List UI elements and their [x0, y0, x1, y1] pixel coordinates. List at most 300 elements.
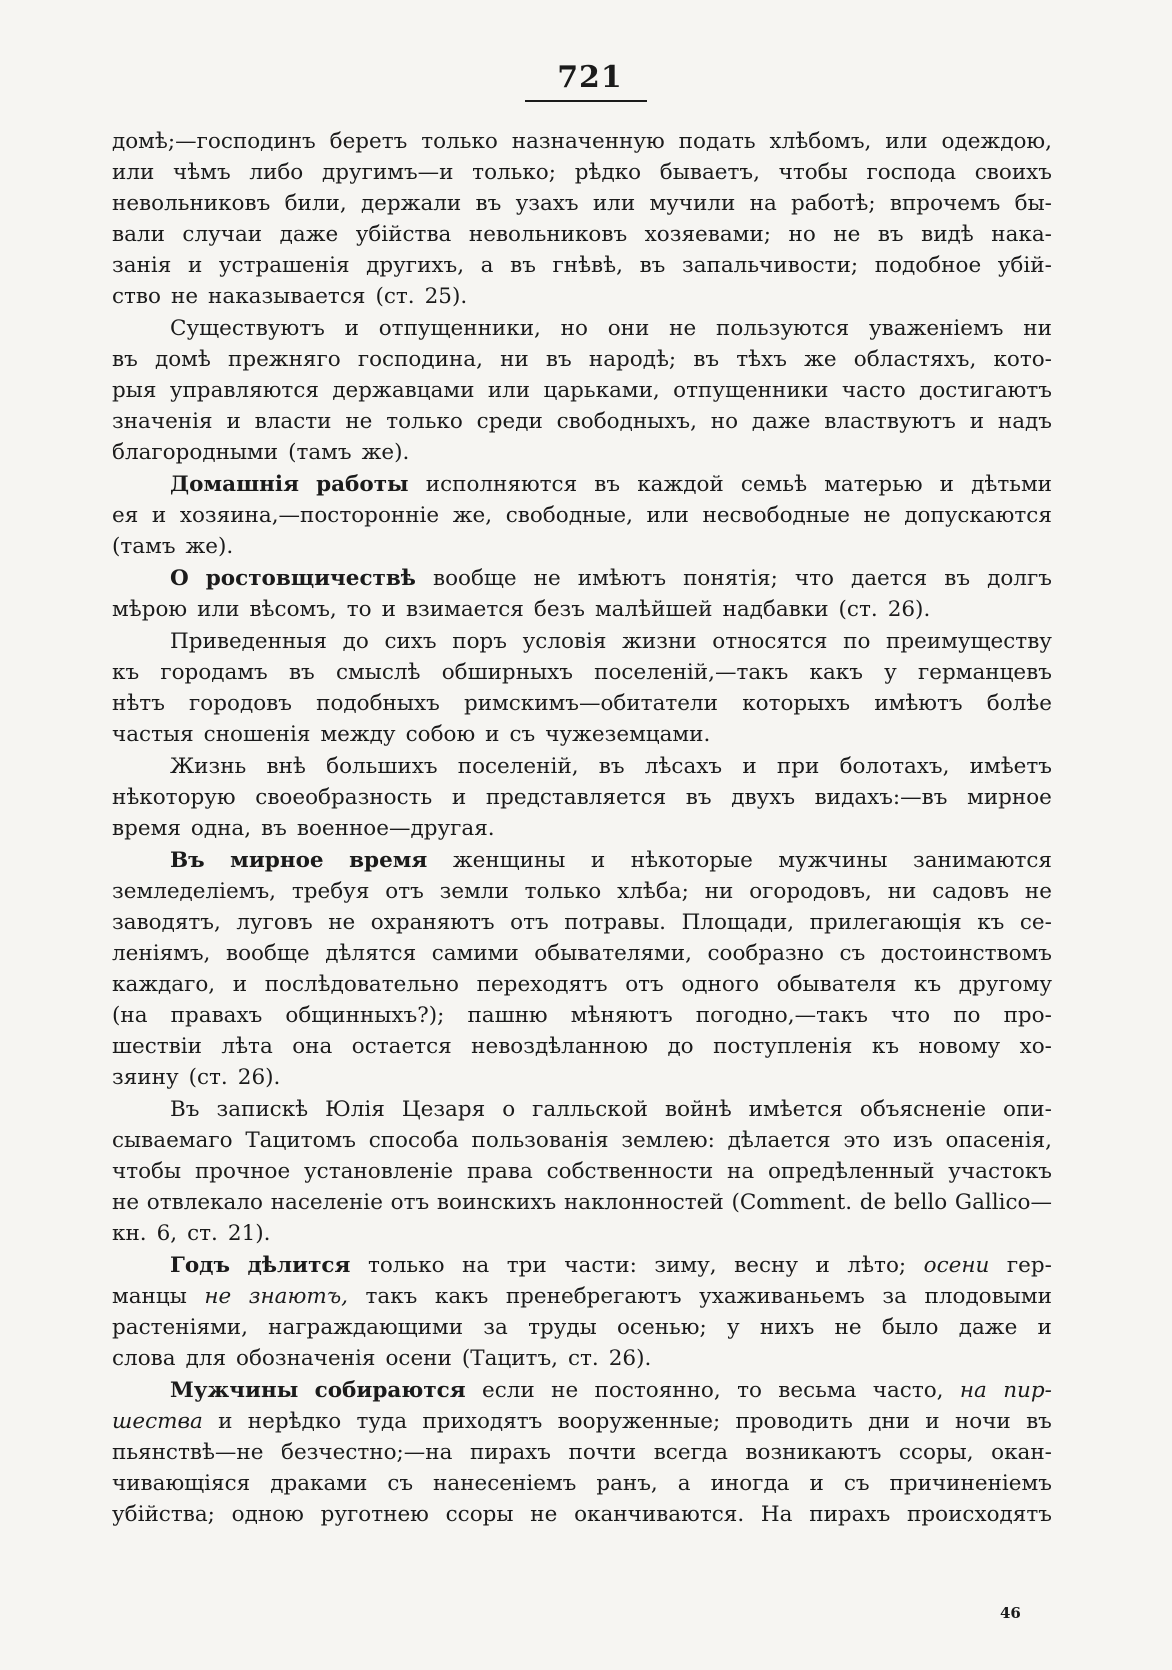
word: не [112, 1190, 140, 1215]
word: большихъ [326, 754, 438, 779]
word: не [204, 1284, 232, 1309]
word: всегда [653, 1440, 728, 1465]
text-line [112, 813, 1052, 844]
word: или [487, 378, 531, 403]
word: ссоры [445, 1502, 514, 1527]
word: часто [841, 378, 906, 403]
word: до [667, 1034, 694, 1059]
word: и [1037, 1315, 1052, 1340]
word: пьянствѣ—не [112, 1440, 264, 1465]
word: другому [958, 972, 1052, 997]
word: понятія; [683, 566, 778, 591]
word: населеніе [270, 1190, 383, 1215]
word: заводятъ, [112, 910, 221, 935]
word: своеобразность [255, 785, 433, 810]
word: (Comment. [731, 1190, 853, 1215]
word: нанесеніемъ [433, 1471, 577, 1496]
word: и [218, 1409, 233, 1434]
word: же). [361, 440, 410, 465]
word: изъ [893, 1128, 933, 1153]
word: такъ [365, 1284, 418, 1309]
text-line [112, 782, 1052, 813]
page-number: 721 [557, 60, 623, 95]
word: болотахъ, [839, 754, 950, 779]
word: три [506, 1253, 547, 1278]
word: 26). [237, 1065, 281, 1090]
word: Цезаря [401, 1097, 486, 1122]
word: въ [598, 754, 625, 779]
word: плодовыми [924, 1284, 1052, 1309]
word: семьѣ [740, 472, 808, 497]
page-number-rule [525, 100, 647, 102]
word: нѣкоторые [630, 848, 753, 873]
word: хозяина,—посторонніе [179, 503, 440, 528]
word: пир- [1003, 1378, 1052, 1403]
word: случаи [182, 222, 263, 247]
text-line [112, 126, 1052, 157]
word: представляется [485, 785, 667, 810]
word: не [345, 409, 373, 434]
word: частыя [112, 722, 194, 747]
word: кото- [993, 347, 1052, 372]
word: только; [472, 160, 556, 185]
word: у [884, 660, 897, 685]
word: городамъ [160, 660, 268, 685]
word: хозяевами; [644, 222, 771, 247]
word: уваженіемъ [869, 316, 1004, 341]
word: же [804, 347, 837, 372]
word: опредѣленный [767, 1159, 935, 1184]
word: но [710, 409, 739, 434]
word: за [483, 1315, 508, 1340]
word: ночи [954, 1409, 1011, 1434]
text-line [112, 657, 1052, 688]
word: въ [112, 347, 138, 372]
word: невольниковъ [468, 222, 628, 247]
word: благородными [112, 440, 279, 465]
word: обширныхъ [441, 660, 573, 685]
word: 26). [608, 1346, 652, 1371]
word: занимаются [913, 848, 1052, 873]
text-line [112, 406, 1052, 437]
word: и [232, 972, 248, 997]
word: въ [288, 660, 315, 685]
word: проводить [735, 1409, 853, 1434]
word: на [727, 1159, 755, 1184]
word: ссоры, [898, 1440, 974, 1465]
word: до [342, 629, 369, 654]
word: мужчины [778, 848, 888, 873]
word: матерью [824, 472, 923, 497]
text-line [112, 876, 1052, 907]
word: права [466, 1159, 533, 1184]
word: узахъ [515, 191, 579, 216]
text-line [112, 1218, 1052, 1249]
word: убійства; [112, 1502, 215, 1527]
word: смыслѣ [335, 660, 421, 685]
word: поселеній,—такъ [594, 660, 789, 685]
word: объясненіе [859, 1097, 987, 1122]
word: къ [112, 660, 140, 685]
word: въ [261, 816, 287, 841]
word: же, [452, 503, 493, 528]
word: съ [839, 941, 866, 966]
word: болѣе [986, 691, 1052, 716]
word: же). [185, 534, 234, 559]
word: не [551, 1378, 579, 1403]
word: имѣютъ [577, 566, 667, 591]
word: убійства [355, 222, 452, 247]
word: охраняютъ [370, 910, 495, 935]
text-line [112, 719, 1052, 750]
word: лѣто; [847, 1253, 907, 1278]
word: воинскихъ [436, 1190, 557, 1215]
word: вали [112, 222, 165, 247]
word: видѣ [921, 222, 974, 247]
text-line [112, 500, 1052, 531]
word: другимъ—и [321, 160, 454, 185]
text-line [112, 969, 1052, 1000]
text-line [112, 1312, 1052, 1343]
word: а [480, 253, 494, 278]
word: осенью; [616, 1315, 707, 1340]
text-line [112, 219, 1052, 250]
word: одна, [190, 816, 252, 841]
word: и [815, 1253, 830, 1278]
word: опи- [1003, 1097, 1052, 1122]
word: и [381, 597, 396, 622]
word: либо [249, 160, 304, 185]
word: общинныхъ?); [285, 1003, 445, 1028]
text-line [112, 1281, 1052, 1312]
word: дѣтьми [971, 472, 1052, 497]
word: поселеній, [457, 754, 579, 779]
word: не [533, 566, 561, 591]
word: (тамъ [288, 440, 352, 465]
word: имѣется [748, 1097, 843, 1122]
word: свободные, [505, 503, 633, 528]
paragraph [112, 1375, 1052, 1530]
word: и [925, 1409, 940, 1434]
text-line [112, 1375, 1052, 1406]
text-line [112, 594, 1052, 625]
word: (ст. [838, 597, 878, 622]
word: наклонностей [563, 1190, 724, 1215]
word: слова [112, 1346, 176, 1371]
word: время [349, 848, 428, 873]
word: мирное [230, 848, 324, 873]
word: дается [850, 566, 928, 591]
word: (на [112, 1003, 148, 1028]
word: царьками, [543, 378, 660, 403]
word: зяину [112, 1065, 179, 1090]
word: къ [977, 910, 1005, 935]
word: ни [1023, 316, 1052, 341]
word: безъ [533, 597, 585, 622]
word: сообразно [707, 941, 824, 966]
text-line [112, 1437, 1052, 1468]
word: убій- [997, 253, 1052, 278]
paragraph [112, 1094, 1052, 1249]
word: весну [734, 1253, 799, 1278]
text-line [112, 1343, 1052, 1374]
text-line [112, 688, 1052, 719]
word: лѣсахъ [644, 754, 723, 779]
text-line [112, 344, 1052, 375]
word: отъ [510, 910, 549, 935]
word: окан- [991, 1440, 1052, 1465]
word: пользованія [471, 1128, 609, 1153]
word: женщины [452, 848, 566, 873]
word: и [485, 722, 500, 747]
word: Мужчины [170, 1378, 299, 1403]
word: работы [316, 472, 409, 497]
word: и [742, 754, 757, 779]
word: землею: [621, 1128, 715, 1153]
word: Площади, [681, 910, 795, 935]
word: съ [843, 1471, 870, 1496]
word: дни [868, 1409, 910, 1434]
text-line [112, 250, 1052, 281]
word: держали [360, 191, 462, 216]
word: они [607, 316, 650, 341]
text-line [112, 437, 1052, 468]
word: въ [944, 566, 971, 591]
word: послѣдовательно [264, 972, 460, 997]
word: съ [387, 1471, 414, 1496]
word: среди [476, 409, 543, 434]
word: съ [509, 722, 536, 747]
word: ни [704, 879, 734, 904]
word: прилегающія [809, 910, 962, 935]
word: въ [639, 253, 666, 278]
word: пирахъ [809, 1502, 891, 1527]
word: внѣ [266, 754, 306, 779]
word: господа [866, 160, 957, 185]
word: опасенія, [945, 1128, 1052, 1153]
word: причиненіемъ [889, 1471, 1052, 1496]
word: отвлекало [146, 1190, 263, 1215]
text-line [112, 157, 1052, 188]
word: малѣйшей [594, 597, 713, 622]
word: 25). [424, 284, 468, 309]
word: у [726, 1315, 740, 1340]
word: гнѣвѣ, [552, 253, 623, 278]
word: знаютъ, [248, 1284, 348, 1309]
word: господина, [357, 347, 483, 372]
word: иногда [710, 1471, 790, 1496]
word: или [197, 597, 240, 622]
word: одеждою, [941, 129, 1052, 154]
word: переходятъ [476, 972, 608, 997]
word: собираются [314, 1378, 466, 1403]
word: нака- [991, 222, 1052, 247]
word: запискѣ [216, 1097, 309, 1122]
word: въ [594, 472, 621, 497]
word: и [344, 316, 359, 341]
word: кн. [112, 1221, 147, 1246]
body-text [112, 125, 1052, 1530]
word: зиму, [654, 1253, 717, 1278]
word: подобныхъ [316, 691, 440, 716]
word: (ст. [375, 284, 415, 309]
word: поступленія [713, 1034, 853, 1059]
word: домѣ;—господинъ [112, 129, 316, 154]
word: новому [918, 1034, 1001, 1059]
word: оканчиваются. [574, 1502, 745, 1527]
word: обывателя [776, 972, 897, 997]
word: хлѣба; [617, 879, 689, 904]
word: народѣ; [588, 347, 677, 372]
word: допускаются [904, 503, 1052, 528]
word: имѣетъ [969, 754, 1052, 779]
word: манцы [112, 1284, 187, 1309]
word: достигаютъ [919, 378, 1052, 403]
word: за [882, 1284, 907, 1309]
word: надбавки [722, 597, 829, 622]
text-line [112, 313, 1052, 344]
word: нихъ [759, 1315, 815, 1340]
text-line [112, 1031, 1052, 1062]
paragraph [112, 563, 1052, 625]
word: взимается [405, 597, 524, 622]
word: относятся [712, 629, 828, 654]
paragraph [112, 751, 1052, 844]
word: самими [431, 941, 519, 966]
word: другихъ, [366, 253, 465, 278]
word: даже [958, 1315, 1018, 1340]
word: рыя [112, 378, 157, 403]
word: вѣсомъ, [249, 597, 337, 622]
word: сываемаго [112, 1128, 233, 1153]
word: 21). [227, 1221, 271, 1246]
word: впрочемъ [889, 191, 1001, 216]
word: запальчивости; [681, 253, 859, 278]
word: но [560, 316, 588, 341]
text-line [112, 1000, 1052, 1031]
word: Въ [170, 1097, 200, 1122]
word: почти [568, 1440, 637, 1465]
word: къ [871, 1034, 899, 1059]
word: огородовъ, [749, 879, 872, 904]
word: и [151, 503, 167, 528]
word: что [794, 566, 834, 591]
word: занія [112, 253, 172, 278]
word: каждаго, [112, 972, 216, 997]
word: обозначенія [236, 1346, 376, 1371]
word: по [843, 629, 871, 654]
word: каждой [637, 472, 724, 497]
word: только [421, 129, 498, 154]
word: нѣтъ [112, 691, 165, 716]
word: (Тацитъ, [461, 1346, 558, 1371]
text-line [112, 1094, 1052, 1125]
word: римскимъ—обитатели [463, 691, 719, 716]
word: власти [254, 409, 332, 434]
word: шествіи [112, 1034, 202, 1059]
word: собственности [546, 1159, 714, 1184]
text-line [112, 1499, 1052, 1530]
word: или [592, 191, 636, 216]
word: рѣдко [574, 160, 642, 185]
word: одного [681, 972, 760, 997]
word: работѣ; [791, 191, 876, 216]
word: мѣняютъ [570, 1003, 673, 1028]
word: время [112, 816, 181, 841]
word: въ [1026, 1409, 1052, 1434]
word: дѣлится [247, 1253, 351, 1278]
word: Тацитомъ [245, 1128, 356, 1153]
text-line [112, 1062, 1052, 1093]
word: беретъ [329, 129, 408, 154]
word: даже [279, 222, 339, 247]
word: земледеліемъ, [112, 879, 277, 904]
word: если [482, 1378, 535, 1403]
word: по [953, 1003, 981, 1028]
paragraph [112, 313, 1052, 468]
word: мирное [967, 785, 1052, 810]
word: а [677, 1471, 691, 1496]
text-line [112, 375, 1052, 406]
word: погодно,—такъ [695, 1003, 868, 1028]
word: установленіе [304, 1159, 454, 1184]
word: долгъ [987, 566, 1052, 591]
word: не [863, 503, 891, 528]
word: пренебрегаютъ [505, 1284, 682, 1309]
text-line [112, 907, 1052, 938]
word: бываетъ, [659, 160, 760, 185]
word: на [462, 1253, 490, 1278]
text-line [112, 1250, 1052, 1281]
word: несвободные [702, 503, 850, 528]
word: участокъ [948, 1159, 1052, 1184]
word: ростовщичествѣ [205, 566, 416, 591]
word: приходятъ [422, 1409, 543, 1434]
word: при [776, 754, 820, 779]
word: не [669, 316, 697, 341]
word: на [959, 1378, 987, 1403]
word: мучили [649, 191, 736, 216]
word: подобное [874, 253, 982, 278]
text-line [112, 1406, 1052, 1437]
word: войнѣ [664, 1097, 732, 1122]
word: въ [510, 253, 536, 278]
word: какъ [434, 1284, 489, 1309]
word: требуя [291, 879, 370, 904]
word: не [170, 284, 199, 309]
word: били, [284, 191, 347, 216]
word: шества [112, 1409, 203, 1434]
word: жизни [622, 629, 697, 654]
word: леніямъ, [112, 941, 211, 966]
text-line [112, 626, 1052, 657]
word: остается [351, 1034, 452, 1059]
word: къ [914, 972, 942, 997]
word: чужеземцами. [545, 722, 711, 747]
word: ст. [187, 1221, 218, 1246]
word: происходятъ [907, 1502, 1052, 1527]
word: въ [877, 222, 904, 247]
word: правахъ [170, 1003, 263, 1028]
word: bello [893, 1190, 948, 1215]
word: растеніями, [112, 1315, 248, 1340]
word: гер- [1006, 1253, 1052, 1278]
word: сношенія [203, 722, 311, 747]
word: лѣта [221, 1034, 273, 1059]
word: ст. [567, 1346, 599, 1371]
paragraph [112, 626, 1052, 750]
word: назначенную [511, 129, 665, 154]
